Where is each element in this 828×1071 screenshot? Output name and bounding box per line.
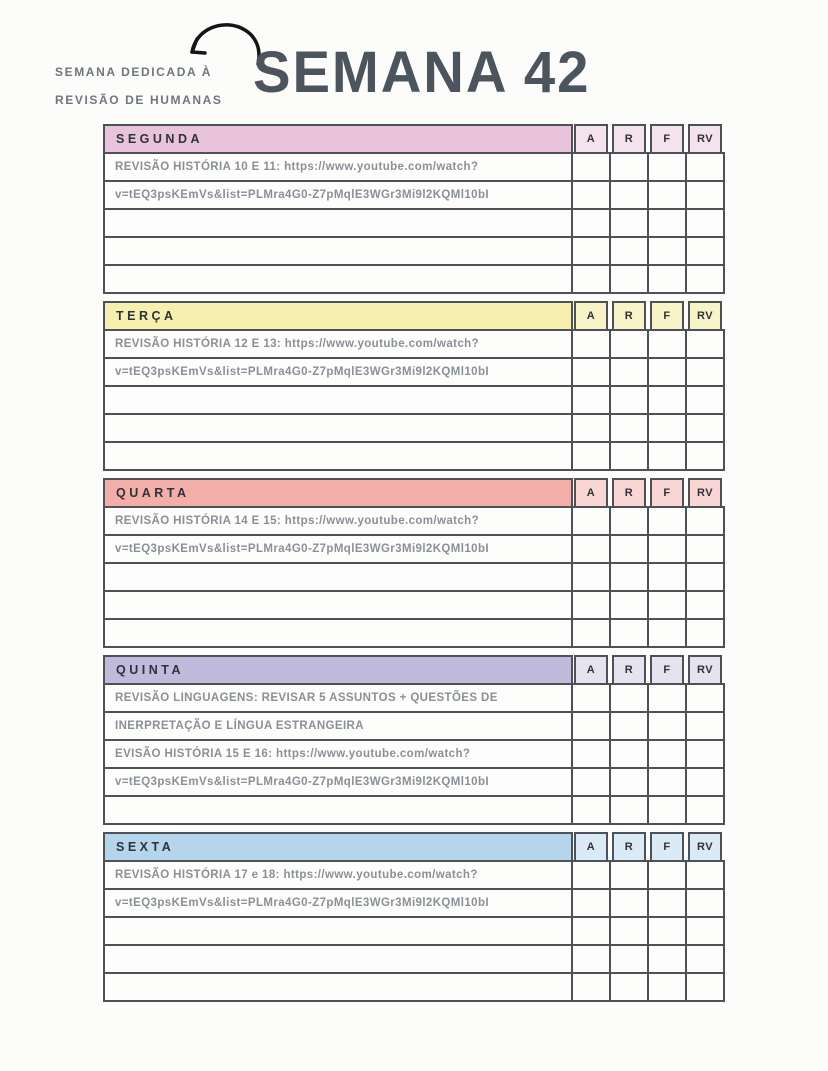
task-text: REVISÃO HISTÓRIA 17 e 18: https://www.youtube.com/watch? bbox=[115, 869, 478, 881]
task-cell bbox=[103, 236, 573, 266]
check-column-letter: A bbox=[586, 133, 596, 145]
check-cell-r[interactable] bbox=[609, 888, 649, 918]
check-column-letter: F bbox=[663, 664, 671, 676]
check-cell-rv[interactable] bbox=[685, 944, 725, 974]
task-row bbox=[103, 944, 725, 974]
check-cell-r[interactable] bbox=[609, 944, 649, 974]
check-column-header-r bbox=[609, 301, 649, 331]
check-cell-rv[interactable] bbox=[685, 916, 725, 946]
check-cell-rv[interactable] bbox=[685, 357, 725, 387]
check-cell-f[interactable] bbox=[647, 180, 687, 210]
check-column-box bbox=[650, 301, 684, 331]
check-column-header-rv bbox=[685, 478, 725, 508]
task-cell bbox=[103, 944, 573, 974]
check-cell-r[interactable] bbox=[609, 413, 649, 443]
task-cell bbox=[103, 180, 573, 210]
check-cell-r[interactable] bbox=[609, 357, 649, 387]
check-cell-r[interactable] bbox=[609, 236, 649, 266]
check-cell-r[interactable] bbox=[609, 385, 649, 415]
task-cell bbox=[103, 208, 573, 238]
task-row bbox=[103, 236, 725, 266]
check-cell-rv[interactable] bbox=[685, 385, 725, 415]
check-cell-f[interactable] bbox=[647, 944, 687, 974]
check-cell-a[interactable] bbox=[571, 944, 611, 974]
task-cell bbox=[103, 795, 573, 825]
check-column-letter: A bbox=[586, 310, 596, 322]
check-cell-f[interactable] bbox=[647, 972, 687, 1002]
day-header-row bbox=[103, 832, 725, 862]
check-cell-f[interactable] bbox=[647, 590, 687, 620]
task-cell bbox=[103, 506, 573, 536]
check-cell-f[interactable] bbox=[647, 562, 687, 592]
task-row bbox=[103, 860, 725, 890]
task-row bbox=[103, 506, 725, 536]
check-cell-a[interactable] bbox=[571, 152, 611, 182]
task-row bbox=[103, 683, 725, 713]
task-cell bbox=[103, 562, 573, 592]
check-column-box bbox=[688, 832, 722, 862]
task-text: v=tEQ3psKEmVs&list=PLMra4G0-Z7pMqlE3WGr3Mi9l2KQMl10bI bbox=[115, 897, 489, 909]
task-row bbox=[103, 972, 725, 1002]
check-cell-a[interactable] bbox=[571, 264, 611, 294]
check-column-letter: RV bbox=[696, 310, 714, 322]
check-cell-r[interactable] bbox=[609, 916, 649, 946]
check-cell-a[interactable] bbox=[571, 683, 611, 713]
check-cell-r[interactable] bbox=[609, 795, 649, 825]
check-column-header-r bbox=[609, 655, 649, 685]
check-cell-f[interactable] bbox=[647, 413, 687, 443]
check-column-box bbox=[688, 655, 722, 685]
check-cell-a[interactable] bbox=[571, 413, 611, 443]
task-row bbox=[103, 180, 725, 210]
check-cell-rv[interactable] bbox=[685, 767, 725, 797]
check-cell-f[interactable] bbox=[647, 860, 687, 890]
check-column-letter: R bbox=[624, 133, 634, 145]
day-header-row bbox=[103, 124, 725, 154]
check-cell-a[interactable] bbox=[571, 506, 611, 536]
check-column-box bbox=[650, 832, 684, 862]
check-cell-rv[interactable] bbox=[685, 860, 725, 890]
check-cell-f[interactable] bbox=[647, 329, 687, 359]
check-cell-a[interactable] bbox=[571, 590, 611, 620]
check-cell-rv[interactable] bbox=[685, 180, 725, 210]
day-header-cell bbox=[103, 124, 573, 154]
task-row bbox=[103, 916, 725, 946]
task-row bbox=[103, 413, 725, 443]
check-cell-r[interactable] bbox=[609, 860, 649, 890]
check-cell-r[interactable] bbox=[609, 180, 649, 210]
check-column-header-rv bbox=[685, 655, 725, 685]
check-cell-rv[interactable] bbox=[685, 618, 725, 648]
task-text: INERPRETAÇÃO E LÍNGUA ESTRANGEIRA bbox=[115, 720, 364, 732]
task-text: EVISÃO HISTÓRIA 15 E 16: https://www.youtube.com/watch? bbox=[115, 748, 471, 760]
task-row bbox=[103, 329, 725, 359]
check-cell-rv[interactable] bbox=[685, 888, 725, 918]
task-row bbox=[103, 534, 725, 564]
task-row bbox=[103, 562, 725, 592]
check-cell-rv[interactable] bbox=[685, 739, 725, 769]
task-text: REVISÃO HISTÓRIA 10 E 11: https://www.youtube.com/watch? bbox=[115, 161, 479, 173]
check-cell-rv[interactable] bbox=[685, 329, 725, 359]
task-cell bbox=[103, 413, 573, 443]
task-text: REVISÃO HISTÓRIA 12 E 13: https://www.youtube.com/watch? bbox=[115, 338, 480, 350]
check-column-box bbox=[612, 655, 646, 685]
check-cell-rv[interactable] bbox=[685, 562, 725, 592]
check-cell-r[interactable] bbox=[609, 208, 649, 238]
task-row bbox=[103, 739, 725, 769]
check-cell-f[interactable] bbox=[647, 264, 687, 294]
task-cell bbox=[103, 329, 573, 359]
task-cell bbox=[103, 683, 573, 713]
check-column-box bbox=[612, 301, 646, 331]
check-cell-a[interactable] bbox=[571, 180, 611, 210]
task-text: v=tEQ3psKEmVs&list=PLMra4G0-Z7pMqlE3WGr3Mi9l2KQMl10bI bbox=[115, 776, 489, 788]
task-cell bbox=[103, 441, 573, 471]
task-text: v=tEQ3psKEmVs&list=PLMra4G0-Z7pMqlE3WGr3Mi9l2KQMl10bI bbox=[115, 543, 489, 555]
check-cell-a[interactable] bbox=[571, 860, 611, 890]
check-column-letter: F bbox=[663, 133, 671, 145]
day-header-cell bbox=[103, 832, 573, 862]
check-cell-rv[interactable] bbox=[685, 534, 725, 564]
task-row bbox=[103, 711, 725, 741]
task-cell bbox=[103, 385, 573, 415]
task-row bbox=[103, 767, 725, 797]
check-column-letter: RV bbox=[696, 487, 714, 499]
check-column-box bbox=[574, 832, 608, 862]
check-column-letter: F bbox=[663, 487, 671, 499]
check-cell-a[interactable] bbox=[571, 562, 611, 592]
check-column-box bbox=[688, 301, 722, 331]
day-label: SEXTA bbox=[116, 840, 175, 854]
check-cell-rv[interactable] bbox=[685, 208, 725, 238]
check-cell-rv[interactable] bbox=[685, 152, 725, 182]
task-cell bbox=[103, 590, 573, 620]
check-column-letter: R bbox=[624, 841, 634, 853]
check-column-header-rv bbox=[685, 124, 725, 154]
check-column-header-r bbox=[609, 124, 649, 154]
check-column-header-rv bbox=[685, 301, 725, 331]
check-cell-f[interactable] bbox=[647, 888, 687, 918]
task-row bbox=[103, 618, 725, 648]
check-cell-f[interactable] bbox=[647, 767, 687, 797]
check-column-box bbox=[574, 655, 608, 685]
task-row bbox=[103, 888, 725, 918]
check-column-header-f bbox=[647, 832, 687, 862]
check-column-letter: RV bbox=[696, 664, 714, 676]
check-column-box bbox=[574, 478, 608, 508]
check-column-header-a bbox=[571, 124, 611, 154]
check-cell-rv[interactable] bbox=[685, 264, 725, 294]
check-column-letter: R bbox=[624, 664, 634, 676]
check-cell-f[interactable] bbox=[647, 236, 687, 266]
task-text: REVISÃO LINGUAGENS: REVISAR 5 ASSUNTOS + QUESTÕES DE bbox=[115, 692, 498, 704]
task-row bbox=[103, 795, 725, 825]
check-cell-rv[interactable] bbox=[685, 441, 725, 471]
check-cell-f[interactable] bbox=[647, 683, 687, 713]
check-cell-f[interactable] bbox=[647, 739, 687, 769]
task-text: v=tEQ3psKEmVs&list=PLMra4G0-Z7pMqlE3WGr3Mi9l2KQMl10bI bbox=[115, 366, 489, 378]
task-row bbox=[103, 152, 725, 182]
check-column-letter: F bbox=[663, 841, 671, 853]
task-row bbox=[103, 385, 725, 415]
task-cell bbox=[103, 860, 573, 890]
day-header-row bbox=[103, 655, 725, 685]
task-row bbox=[103, 264, 725, 294]
check-cell-a[interactable] bbox=[571, 739, 611, 769]
check-cell-f[interactable] bbox=[647, 618, 687, 648]
check-cell-a[interactable] bbox=[571, 357, 611, 387]
check-cell-r[interactable] bbox=[609, 618, 649, 648]
check-cell-r[interactable] bbox=[609, 767, 649, 797]
check-column-letter: RV bbox=[696, 133, 714, 145]
day-header-cell bbox=[103, 301, 573, 331]
check-column-box bbox=[612, 832, 646, 862]
task-cell bbox=[103, 534, 573, 564]
task-cell bbox=[103, 618, 573, 648]
day-header-cell bbox=[103, 655, 573, 685]
check-column-box bbox=[650, 655, 684, 685]
check-cell-r[interactable] bbox=[609, 739, 649, 769]
check-column-letter: R bbox=[624, 487, 634, 499]
check-cell-r[interactable] bbox=[609, 972, 649, 1002]
check-cell-f[interactable] bbox=[647, 795, 687, 825]
page-title: SEMANA 42 bbox=[253, 40, 591, 105]
task-cell bbox=[103, 916, 573, 946]
check-cell-rv[interactable] bbox=[685, 795, 725, 825]
check-column-box bbox=[650, 478, 684, 508]
task-cell bbox=[103, 888, 573, 918]
check-cell-a[interactable] bbox=[571, 329, 611, 359]
check-column-header-a bbox=[571, 478, 611, 508]
check-cell-r[interactable] bbox=[609, 506, 649, 536]
check-cell-f[interactable] bbox=[647, 357, 687, 387]
check-cell-rv[interactable] bbox=[685, 972, 725, 1002]
check-column-letter: A bbox=[586, 664, 596, 676]
check-cell-a[interactable] bbox=[571, 916, 611, 946]
check-cell-f[interactable] bbox=[647, 441, 687, 471]
check-cell-r[interactable] bbox=[609, 562, 649, 592]
task-text: REVISÃO HISTÓRIA 14 E 15: https://www.youtube.com/watch? bbox=[115, 515, 480, 527]
check-cell-a[interactable] bbox=[571, 441, 611, 471]
day-label: SEGUNDA bbox=[116, 132, 204, 146]
check-column-header-a bbox=[571, 655, 611, 685]
check-cell-a[interactable] bbox=[571, 534, 611, 564]
check-cell-r[interactable] bbox=[609, 534, 649, 564]
check-cell-a[interactable] bbox=[571, 236, 611, 266]
check-cell-f[interactable] bbox=[647, 385, 687, 415]
check-column-header-rv bbox=[685, 832, 725, 862]
check-cell-rv[interactable] bbox=[685, 236, 725, 266]
week-annotation-line2: REVISÃO DE HUMANAS bbox=[55, 93, 223, 107]
check-column-header-f bbox=[647, 478, 687, 508]
check-cell-r[interactable] bbox=[609, 683, 649, 713]
check-column-letter: R bbox=[624, 310, 634, 322]
check-column-header-f bbox=[647, 655, 687, 685]
task-row bbox=[103, 441, 725, 471]
check-column-box bbox=[650, 124, 684, 154]
day-label: TERÇA bbox=[116, 309, 177, 323]
check-cell-f[interactable] bbox=[647, 534, 687, 564]
task-row bbox=[103, 357, 725, 387]
task-row bbox=[103, 208, 725, 238]
check-cell-r[interactable] bbox=[609, 441, 649, 471]
check-column-box bbox=[612, 124, 646, 154]
check-cell-rv[interactable] bbox=[685, 711, 725, 741]
check-column-box bbox=[612, 478, 646, 508]
check-cell-a[interactable] bbox=[571, 711, 611, 741]
check-column-box bbox=[574, 301, 608, 331]
check-column-header-a bbox=[571, 832, 611, 862]
check-cell-r[interactable] bbox=[609, 711, 649, 741]
task-row bbox=[103, 590, 725, 620]
check-cell-f[interactable] bbox=[647, 711, 687, 741]
check-column-box bbox=[574, 124, 608, 154]
task-cell bbox=[103, 357, 573, 387]
check-column-header-a bbox=[571, 301, 611, 331]
task-cell bbox=[103, 972, 573, 1002]
day-section-sexta bbox=[103, 832, 725, 1002]
check-cell-r[interactable] bbox=[609, 264, 649, 294]
task-cell bbox=[103, 152, 573, 182]
task-cell bbox=[103, 711, 573, 741]
day-label: QUARTA bbox=[116, 486, 190, 500]
check-cell-a[interactable] bbox=[571, 767, 611, 797]
check-cell-f[interactable] bbox=[647, 506, 687, 536]
task-cell bbox=[103, 739, 573, 769]
check-cell-r[interactable] bbox=[609, 329, 649, 359]
check-column-header-f bbox=[647, 301, 687, 331]
check-column-header-r bbox=[609, 478, 649, 508]
check-column-box bbox=[688, 478, 722, 508]
check-cell-rv[interactable] bbox=[685, 590, 725, 620]
check-cell-a[interactable] bbox=[571, 618, 611, 648]
day-section-quinta bbox=[103, 655, 725, 825]
planner-sections bbox=[103, 124, 725, 1002]
week-annotation-line1: SEMANA DEDICADA À bbox=[55, 65, 212, 79]
day-section-terca bbox=[103, 301, 725, 471]
check-cell-f[interactable] bbox=[647, 152, 687, 182]
check-cell-a[interactable] bbox=[571, 385, 611, 415]
check-column-letter: A bbox=[586, 487, 596, 499]
check-cell-a[interactable] bbox=[571, 888, 611, 918]
check-column-letter: A bbox=[586, 841, 596, 853]
day-header-row bbox=[103, 301, 725, 331]
check-column-box bbox=[688, 124, 722, 154]
task-cell bbox=[103, 264, 573, 294]
day-header-row bbox=[103, 478, 725, 508]
check-column-header-r bbox=[609, 832, 649, 862]
day-header-cell bbox=[103, 478, 573, 508]
task-cell bbox=[103, 767, 573, 797]
day-section-quarta bbox=[103, 478, 725, 648]
check-cell-f[interactable] bbox=[647, 208, 687, 238]
check-cell-a[interactable] bbox=[571, 972, 611, 1002]
task-text: v=tEQ3psKEmVs&list=PLMra4G0-Z7pMqlE3WGr3Mi9l2KQMl10bI bbox=[115, 189, 489, 201]
day-label: QUINTA bbox=[116, 663, 184, 677]
day-section-segunda bbox=[103, 124, 725, 294]
check-cell-a[interactable] bbox=[571, 208, 611, 238]
check-cell-rv[interactable] bbox=[685, 683, 725, 713]
check-cell-f[interactable] bbox=[647, 916, 687, 946]
check-column-letter: RV bbox=[696, 841, 714, 853]
check-cell-r[interactable] bbox=[609, 590, 649, 620]
check-cell-r[interactable] bbox=[609, 152, 649, 182]
check-cell-a[interactable] bbox=[571, 795, 611, 825]
check-column-header-f bbox=[647, 124, 687, 154]
check-cell-rv[interactable] bbox=[685, 506, 725, 536]
check-cell-rv[interactable] bbox=[685, 413, 725, 443]
check-column-letter: F bbox=[663, 310, 671, 322]
